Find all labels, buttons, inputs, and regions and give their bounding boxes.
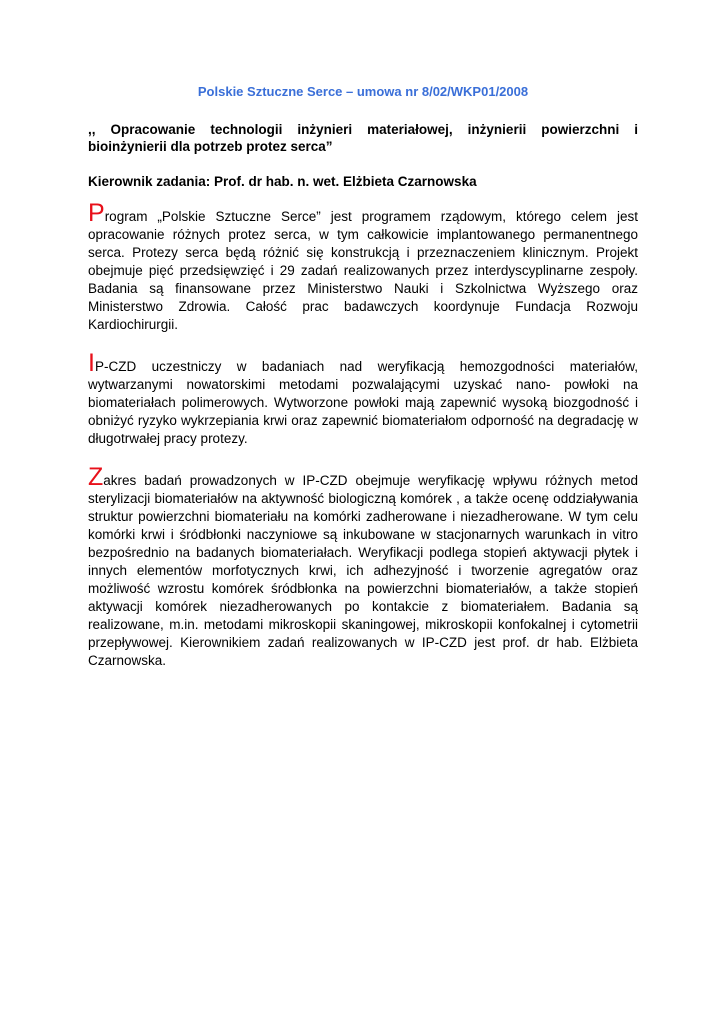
- paragraph-text: akres badań prowadzonych w IP-CZD obejmuje weryfikację wpływu różnych metod sterylizacji biomateriałów na aktywność biologiczną komórek , a także ocenę oddziaływania struktur powierzchni biomateriału na komórki zadherowane i niezadherowane. W tym celu komórki krwi i śródbłonki naczyniowe są inkubowane w stacjonarnych warunkach in vitro bezpośrednio na badanych biomateriałach. Weryfikacji podlega stopień aktywacji płytek i innych elementów morfotycznych krwi, ich adhezyjność i tworzenie agregatów oraz możliwość wzrostu komórek śródbłonka na powierzchni biomateriałów, a także stopień aktywacji komórek niezadherowanych po kontakcie z biomateriałem. Badania są realizowane, m.in. metodami mikroskopii skaningowej, mikroskopii konfokalnej i cytometrii przepływowej. Kierownikiem zadań realizowanych w IP-CZD jest prof. dr hab. Elżbieta Czarnowska.: [88, 473, 638, 668]
- document-page: [88, 84, 638, 690]
- document-subtitle: ,, Opracowanie technologii inżynieri materiałowej, inżynierii powierzchni i bioinżynierii dla potrzeb protez serca”: [88, 122, 638, 154]
- task-manager-line: Kierownik zadania: Prof. dr hab. n. wet. Elżbieta Czarnowska: [88, 174, 477, 189]
- paragraph-program: [88, 199, 638, 334]
- drop-cap-initial: Z: [88, 463, 104, 491]
- paragraph-text: P-CZD uczestniczy w badaniach nad weryfikacją hemozgodności materiałów, wytwarzanymi nowatorskimi metodami pozwalającymi uzyskać nano- powłoki na biomateriałach polimerowych. Wytworzone powłoki mają zapewnić wysoką biozgodność i obniżyć ryzyko wykrzepiania krwi oraz zapewnić biomateriałom odporność na degradację w długotrwałej pracy protezy.: [88, 359, 638, 446]
- drop-cap-initial: P: [88, 199, 105, 227]
- document-title: Polskie Sztuczne Serce – umowa nr 8/02/WKP01/2008: [197, 84, 529, 99]
- paragraph-research-scope: [88, 463, 638, 670]
- drop-cap-initial: I: [88, 349, 95, 377]
- paragraph-text: rogram „Polskie Sztuczne Serce” jest programem rządowym, którego celem jest opracowanie różnych protez serca, w tym całkowicie implantowanego permanentnego serca. Protezy serca będą różnić się konstrukcją i przeznaczeniem klinicznym. Projekt obejmuje pięć przedsięwzięć i 29 zadań realizowanych przez interdyscyplinarne zespoły. Badania są finansowane przez Ministerstwo Nauki i Szkolnictwa Wyższego oraz Ministerstwo Zdrowia. Całość prac badawczych koordynuje Fundacja Rozwoju Kardiochirurgii.: [88, 209, 638, 332]
- paragraph-ipczd-participation: [88, 349, 638, 448]
